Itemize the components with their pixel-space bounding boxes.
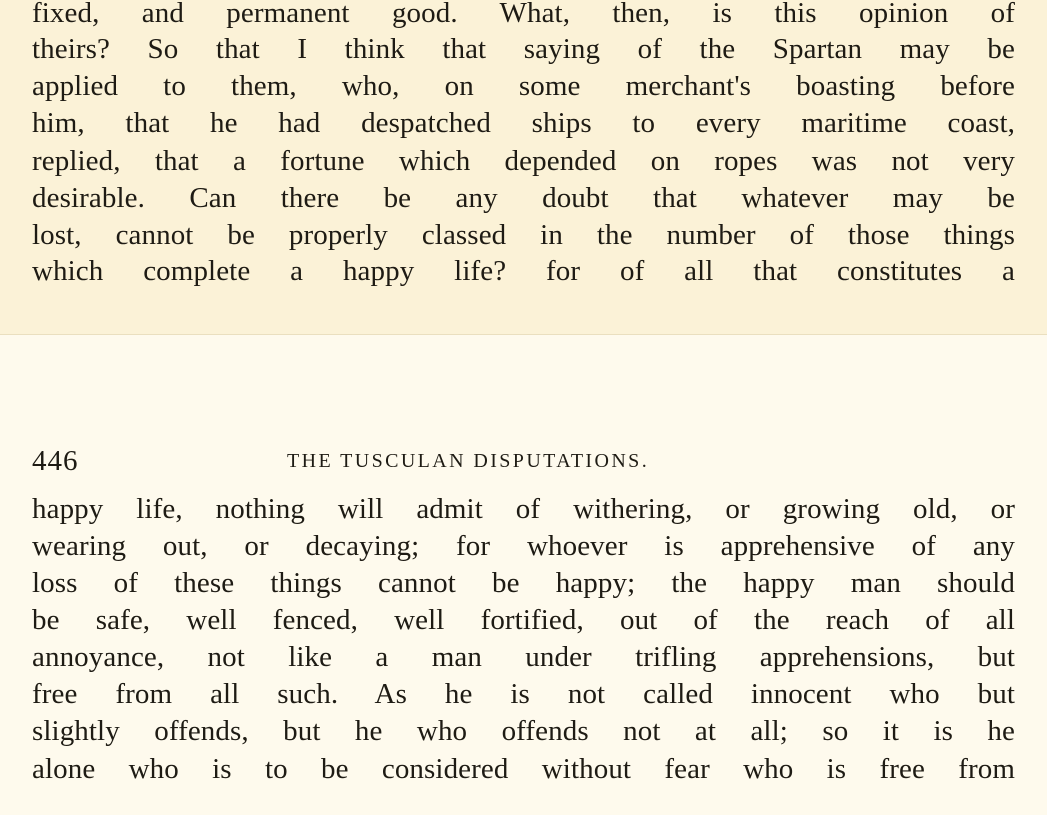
upper-text-line-1: fixed, and permanent good. What, then, is this opinion of: [32, 0, 1015, 29]
page-number: 446: [32, 445, 79, 477]
running-head: THE TUSCULAN DISPUTATIONS.: [287, 450, 650, 472]
lower-text-line-7: slightly offends, but he who offends not at all; so it is he: [32, 715, 1015, 747]
upper-page-fragment: [0, 0, 1047, 335]
page-header: [32, 441, 1015, 481]
upper-text-line-2: theirs? So that I think that saying of the Spartan may be: [32, 33, 1015, 65]
lower-text-line-2: wearing out, or decaying; for whoever is apprehensive of any: [32, 530, 1015, 562]
upper-text-line-4: him, that he had despatched ships to every maritime coast,: [32, 107, 1015, 139]
lower-text-line-1: happy life, nothing will admit of withering, or growing old, or: [32, 493, 1015, 525]
upper-text-line-5: replied, that a fortune which depended on ropes was not very: [32, 145, 1015, 177]
lower-text-line-4: be safe, well fenced, well fortified, out of the reach of all: [32, 604, 1015, 636]
lower-page: [0, 335, 1047, 815]
lower-text-line-8: alone who is to be considered without fear who is free from: [32, 753, 1015, 785]
upper-text-line-6: desirable. Can there be any doubt that whatever may be: [32, 182, 1015, 214]
upper-text-line-7: lost, cannot be properly classed in the number of those things: [32, 219, 1015, 251]
lower-text-line-5: annoyance, not like a man under trifling apprehensions, but: [32, 641, 1015, 673]
lower-text-line-6: free from all such. As he is not called innocent who but: [32, 678, 1015, 710]
lower-text-line-3: loss of these things cannot be happy; the happy man should: [32, 567, 1015, 599]
upper-text-line-3: applied to them, who, on some merchant's boasting before: [32, 70, 1015, 102]
upper-text-line-8: which complete a happy life? for of all that constitutes a: [32, 255, 1015, 287]
